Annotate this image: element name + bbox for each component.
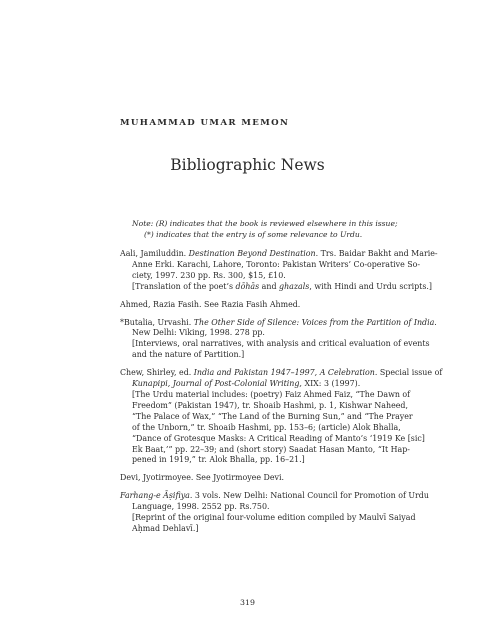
entry-term: ghazals: [279, 281, 310, 291]
entry-line: [120, 491, 452, 502]
entry-line: [120, 318, 452, 329]
entry-line: Ek Baat,’” pp. 22–39; and (short story) Saadat Hasan Manto, “It Hap-: [132, 444, 410, 454]
entry-line: [120, 282, 452, 293]
entry-line: “Dance of Grotesque Masks: A Critical Reading of Manto’s ‘1919 Ke [sic]: [132, 433, 425, 443]
bibliography-list: [120, 249, 452, 542]
note-line: (*) indicates that the entry is of some relevance to Urdu.: [144, 230, 363, 239]
entry-aali: [120, 249, 452, 293]
entry-line: Freedom” (Pakistan 1947), tr. Shoaib Hashmi, p. 1, Kishwar Naheed,: [132, 400, 408, 410]
entry-line: New Delhi: Viking, 1998. 278 pp.: [132, 328, 265, 338]
entry-text: [Translation of the poet’s: [132, 281, 236, 291]
editorial-note: [132, 218, 452, 240]
entry-title: The Other Side of Silence: Voices from the Partition of India.: [193, 317, 437, 327]
entry-ahmed: [120, 300, 452, 311]
entry-text: Trs. Baidar Bakht and Marie-: [318, 249, 438, 258]
entry-title: India and Pakistan 1947–1997, A Celebration.: [193, 368, 378, 378]
entry-line: ciety, 1997. 230 pp. Rs. 300, $15, £10.: [132, 270, 286, 280]
entry-line: [120, 368, 452, 379]
entry-text: , with Hindi and Urdu scripts.]: [309, 281, 432, 291]
entry-title: Destination Beyond Destination.: [188, 249, 319, 258]
entry-text: 3 vols. New Delhi: National Council for Promotion of Urdu: [192, 491, 429, 501]
note-line: Note: (R) indicates that the book is reviewed elsewhere in this issue;: [132, 219, 398, 228]
entry-line: pened in 1919,” tr. Alok Bhalla, pp. 16–21.]: [132, 455, 305, 465]
entry-line: [Reprint of the original four-volume edition compiled by Maulvī Saiyad: [132, 513, 416, 523]
entry-devi: [120, 473, 452, 484]
entry-line: Language, 1998. 2552 pp. Rs.750.: [132, 502, 270, 512]
entry-line: [120, 249, 452, 260]
entry-line: Aḥmad Dehlavī.]: [132, 523, 199, 533]
entry-author: Aali, Jamiluddin.: [120, 249, 189, 258]
page-number: 319: [240, 598, 255, 607]
entry-line: Devi, Jyotirmoyee. See Jyotirmoyee Devi.: [120, 473, 284, 483]
entry-text: and: [259, 281, 280, 291]
entry-line: and the nature of Partition.]: [132, 350, 245, 360]
entry-author: *Butalia, Urvashi.: [120, 317, 194, 327]
entry-author: Chew, Shirley, ed.: [120, 368, 194, 378]
entry-line: [120, 379, 452, 390]
entry-chew: [120, 368, 452, 466]
entry-line: of the Unborn,” tr. Shoaib Hashmi, pp. 153–6; (article) Alok Bhalla,: [132, 422, 401, 432]
entry-text: XIX: 3 (1997).: [301, 379, 361, 389]
entry-title: Farhang-e Āṣifiya.: [120, 491, 193, 501]
entry-butalia: [120, 318, 452, 362]
entry-line: Anne Erki. Karachi, Lahore, Toronto: Pakistan Writers’ Co-operative So-: [132, 259, 421, 269]
page-title: Bibliographic News: [170, 156, 325, 174]
entry-text: Special issue of: [377, 368, 443, 378]
entry-title: Kunapipi, Journal of Post-Colonial Writing,: [132, 379, 302, 389]
entry-line: “The Palace of Wax,” “The Land of the Burning Sun,” and “The Prayer: [132, 411, 413, 421]
entry-line: Ahmed, Razia Fasih. See Razia Fasih Ahmed.: [120, 299, 301, 309]
running-author: MUHAMMAD UMAR MEMON: [120, 118, 290, 128]
entry-line: [Interviews, oral narratives, with analysis and critical evaluation of events: [132, 339, 430, 349]
entry-line: [The Urdu material includes: (poetry) Faiz Ahmed Faiz, “The Dawn of: [132, 389, 411, 399]
entry-farhang: [120, 491, 452, 535]
entry-term: dōhās: [235, 281, 260, 291]
